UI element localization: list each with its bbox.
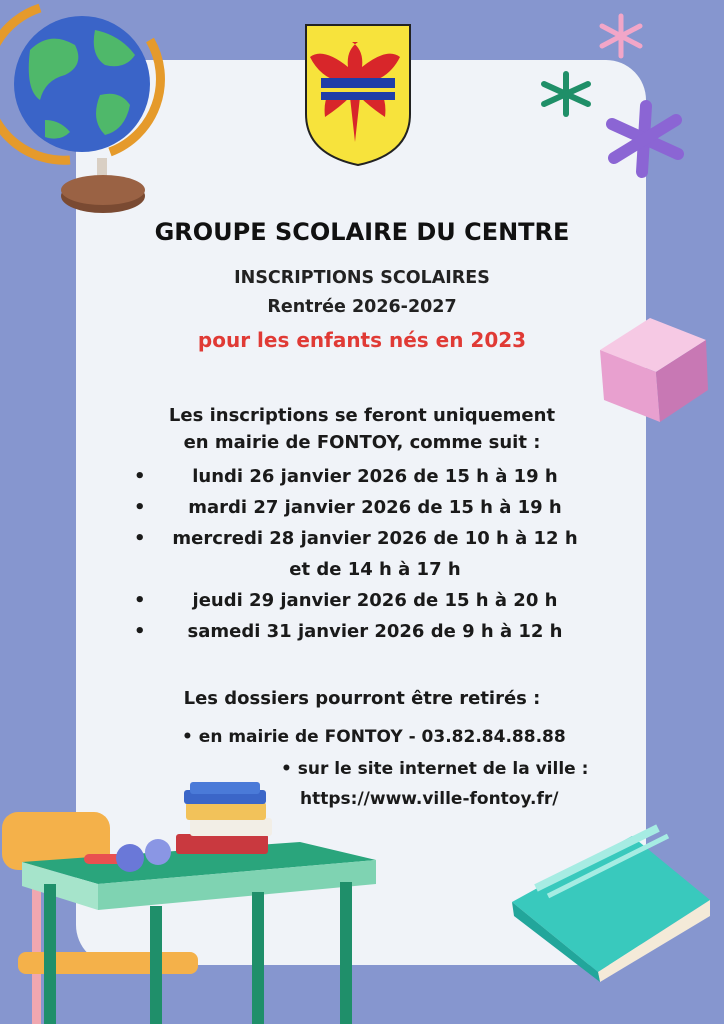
intro-line-2: en mairie de FONTOY, comme suit : — [183, 432, 541, 453]
school-year: Rentrée 2026-2027 — [267, 297, 457, 317]
dossier-site: • sur le site internet de la ville : — [281, 759, 589, 779]
sparkle-pink-icon — [596, 12, 646, 60]
subtitle: INSCRIPTIONS SCOLAIRES — [234, 268, 490, 288]
sparkle-purple-icon — [602, 98, 688, 180]
globe-icon — [0, 0, 160, 220]
desk-illustration — [0, 780, 380, 1024]
coat-of-arms-logo — [303, 22, 413, 168]
page-title: GROUPE SCOLAIRE DU CENTRE — [154, 218, 570, 246]
dossier-mairie: • en mairie de FONTOY - 03.82.84.88.88 — [182, 727, 566, 747]
sparkle-green-icon — [538, 70, 594, 118]
eligibility-highlight: pour les enfants nés en 2023 — [197, 328, 527, 352]
book-icon — [508, 830, 713, 982]
website-link[interactable]: https://www.ville-fontoy.fr/ — [300, 789, 559, 809]
intro-line-1: Les inscriptions se feront uniquement — [168, 405, 556, 426]
dossiers-heading: Les dossiers pourront être retirés : — [183, 688, 541, 709]
